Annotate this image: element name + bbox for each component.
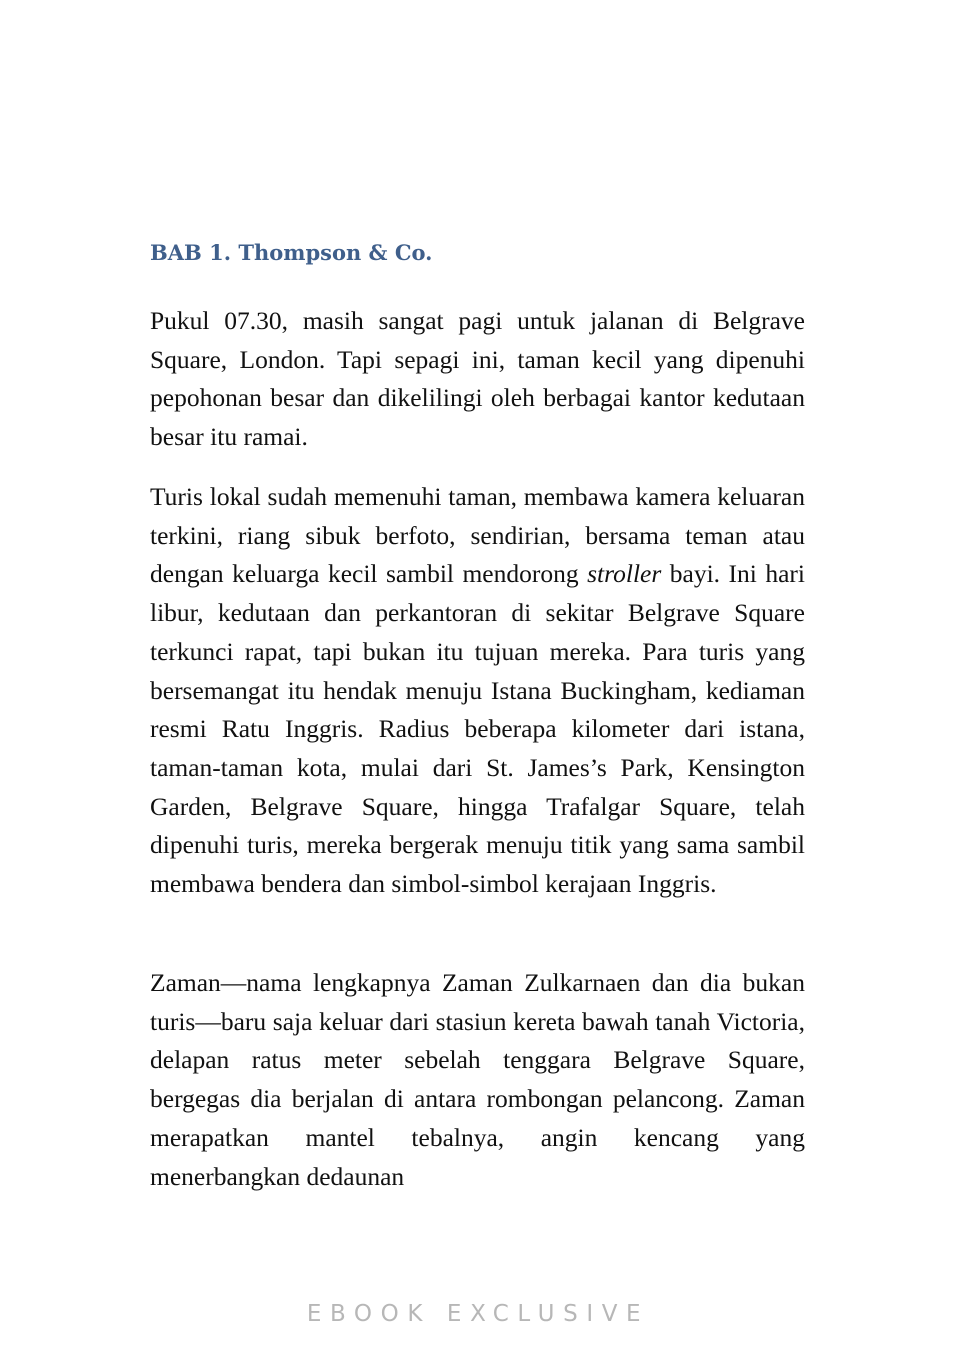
paragraph-2-text-start: Turis lokal sudah memenuhi taman, membawa kamera keluaran terkini, riang sibuk berfoto, sendirian, bersama teman atau dengan keluarga kecil sambil mendorong [150,482,805,589]
paragraph-3: Zaman—nama lengkapnya Zaman Zulkarnaen dan dia bukan turis—baru saja keluar dari stasiun kereta bawah tanah Victoria, delapan ratus meter sebelah tenggara Belgrave Square, bergegas dia berjalan di antara rombongan pelancong. Zaman merapatkan mantel tebalnya, angin kencang yang menerbangkan dedaunan [150,968,805,1191]
footer-watermark: EBOOK EXCLUSIVE [306,1301,650,1327]
chapter-heading: BAB 1. Thompson & Co. [150,240,433,265]
paragraph-2 [150,478,805,904]
paragraph-1: Pukul 07.30, masih sangat pagi untuk jalanan di Belgrave Square, London. Tapi sepagi ini, taman kecil yang dipenuhi pepohonan besar dan dikelilingi oleh berbagai kantor kedutaan besar itu ramai. [150,306,805,452]
paragraph-2-text-end: bayi. Ini hari libur, kedutaan dan perkantoran di sekitar Belgrave Square terkunci rapat, tapi bukan itu tujuan mereka. Para turis yang bersemangat itu hendak menuju Istana Buckingham, kediaman resmi Ratu Inggris. Radius beberapa kilometer dari istana, taman-taman kota, mulai dari St. James’s Park, Kensington Garden, Belgrave Square, hingga Trafalgar Square, telah dipenuhi turis, mereka bergerak menuju titik yang sama sambil membawa bendera dan simbol-simbol kerajaan Inggris. [150,559,806,899]
italic-term-stroller: stroller [587,559,662,589]
